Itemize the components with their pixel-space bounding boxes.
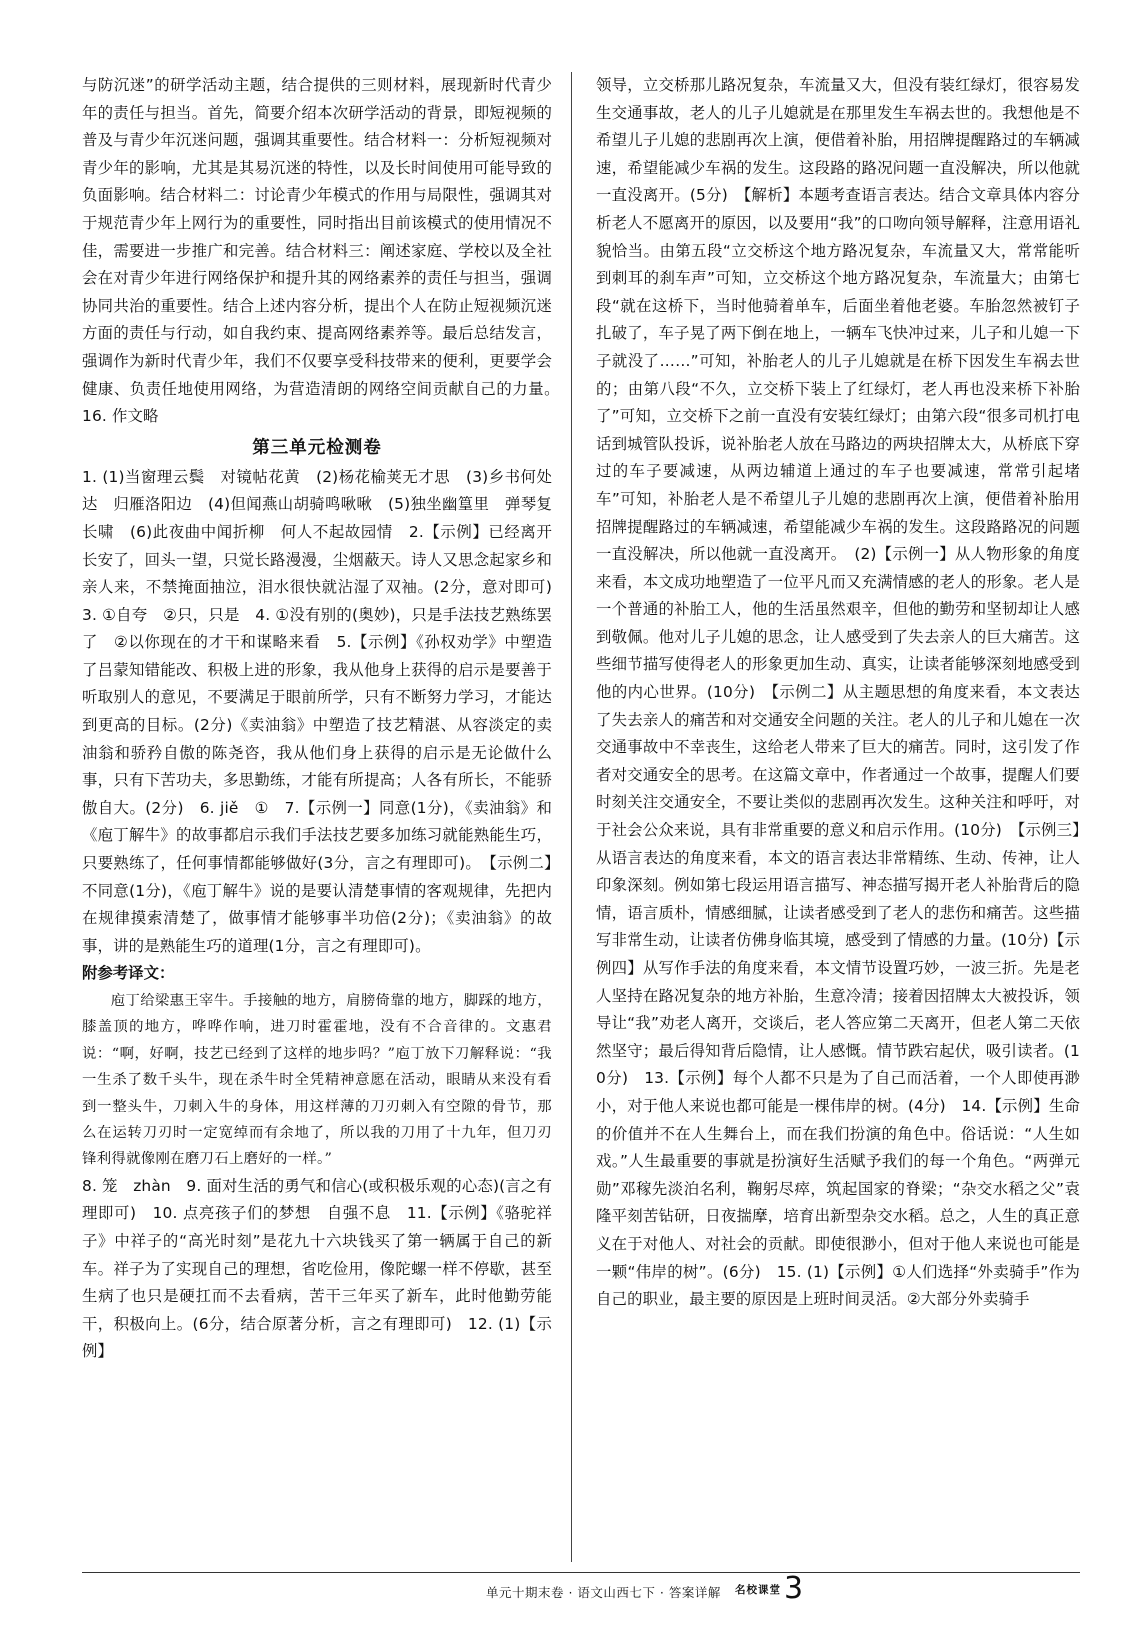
footer-rule [82,1572,1080,1573]
right-paragraph: 领导，立交桥那儿路况复杂，车流量又大，但没有装红绿灯，很容易发生交通事故，老人的儿子儿媳就是在那里发生车祸去世的。我想他是不希望儿子儿媳的悲剧再次上演，便借着补胎，用招牌提醒路过的车辆减速，希望能减少车祸的发生。这段路的路况问题一直没解决，所以他就一直没离开。(5分) 【解析】本题考查语言表达。结合文章具体内容分析老人不愿离开的原因，以及要用“我”的口吻向领导解释，注意用语礼貌恰当。由第五段“立交桥这个地方路况复杂，车流量又大，常常能听到刺耳的刹车声”可知，立交桥这个地方路况复杂，车流量大；由第七段“就在这桥下，当时他骑着单车，后面坐着他老婆。车胎忽然被钉子扎破了，车子晃了两下倒在地上，一辆车飞快冲过来，儿子和儿媳一下子就没了……”可知，补胎老人的儿子儿媳就是在桥下因发生车祸去世的；由第八段“不久，立交桥下装上了红绿灯，老人再也没来桥下补胎了”可知，立交桥下之前一直没有安装红绿灯；由第六段“很多司机打电话到城管队投诉，说补胎老人放在马路边的两块招牌太大，从桥底下穿过的车子要减速，从两边辅道上通过的车子也要减速，常常引起堵车”可知，补胎老人是不希望儿子儿媳的悲剧再次上演，便借着补胎用招牌提醒路过的车辆减速，希望能减少车祸的发生。这段路路况的问题一直没解决，所以他就一直没离开。 (2)【示例一】从人物形象的角度来看，本文成功地塑造了一位平凡而又充满情感的老人的形象。老人是一个普通的补胎工人，他的生活虽然艰辛，但他的勤劳和坚韧却让人感到敬佩。他对儿子儿媳的思念，让人感受到了失去亲人的巨大痛苦。这些细节描写使得老人的形象更加生动、真实，让读者能够深刻地感受到他的内心世界。(10分) 【示例二】从主题思想的角度来看，本文表达了失去亲人的痛苦和对交通安全问题的关注。老人的儿子和儿媳在一次交通事故中不幸丧生，这给老人带来了巨大的痛苦。同时，这引发了作者对交通安全的思考。在这篇文章中，作者通过一个故事，提醒人们要时刻关注交通安全，不要让类似的悲剧再次发生。这种关注和呼吁，对于社会公众来说，具有非常重要的意义和启示作用。(10分) 【示例三】从语言表达的角度来看，本文的语言表达非常精练、生动、传神，让人印象深刻。例如第七段运用语言描写、神态描写揭开老人补胎背后的隐情，语言质朴，情感细腻，让读者感受到了老人的悲伤和痛苦。这些描写非常生动，让读者仿佛身临其境，感受到了情感的力量。(10分)【示例四】从写作手法的角度来看，本文情节设置巧妙，一波三折。先是老人坚持在路况复杂的地方补胎，生意冷清；接着因招牌太大被投诉，领导让“我”劝老人离开，交谈后，老人答应第二天离开，但老人第二天依然坚守；最后得知背后隐情，让人感慨。情节跌宕起伏，吸引读者。(10分) 13.【示例】每个人都不只是为了自己而活着，一个人即使再渺小，对于他人来说也都可能是一棵伟岸的树。(4分) 14.【示例】生命的价值并不在人生舞台上，而在我们扮演的角色中。俗话说：“人生如戏。”人生最重要的事就是扮演好生活赋予我们的每一个角色。“两弹元勋”邓稼先淡泊名利，鞠躬尽瘁，筑起国家的脊梁；“杂交水稻之父”袁隆平刻苦钻研，日夜揣摩，培育出新型杂交水稻。总之，人生的真正意义在于对他人、对社会的贡献。即使很渺小，但对于他人来说也可能是一颗“伟岸的树”。(6分) 15. (1)【示例】①人们选择“外卖骑手”作为自己的职业，最主要的原因是上班时间灵活。②大部分外卖骑手 [596,76,1080,1309]
footer-logo: 名校课堂 [735,1584,781,1596]
answers-paragraph-2: 8. 笼 zhàn 9. 面对生活的勇气和信心(或积极乐观的心态)(言之有理即可) 10. 点亮孩子们的梦想 自强不息 11.【示例】《骆驼祥子》中祥子的“高光时刻”是花九十六块钱买了第一辆属于自己的新车。祥子为了实现自己的理想，省吃俭用，像陀螺一样不停歇，甚至生病了也只是硬扛而不去看病，苦干三年买了新车，此时他勤劳能干，积极向上。(6分，结合原著分析，言之有理即可) 12. (1)【示例】 [82,1176,552,1361]
page-footer [0,1571,1138,1615]
column-divider [571,72,572,1562]
right-column [596,72,1080,1314]
footer-text: 单元十期末卷 · 语文山西七下 · 答案详解 [486,1585,721,1600]
translation-heading: 附参考译文： [82,964,175,983]
left-column [82,72,568,1366]
translation-text: 庖丁给梁惠王宰牛。手接触的地方，肩膀倚靠的地方，脚踩的地方，膝盖顶的地方，哗哗作响，进刀时霍霍地，没有不合音律的。文惠君说：“啊，好啊，技艺已经到了这样的地步吗？”庖丁放下刀解释说：“我一生杀了数千头牛，现在杀牛时全凭精神意愿在活动，眼睛从来没有看到一整头牛，刀刺入牛的身体，用这样薄的刀刃刺入有空隙的骨节，那么在运转刀刃时一定宽绰而有余地了，所以我的刀用了十九年，但刀刃锋利得就像刚在磨刀石上磨好的一样。” [82,993,552,1168]
answers-paragraph: 1. (1)当窗理云鬓 对镜帖花黄 (2)杨花榆荚无才思 (3)乡书何处达 归雁洛阳边 (4)但闻燕山胡骑鸣啾啾 (5)独坐幽篁里 弹琴复长啸 (6)此夜曲中闻折柳 何人不起故园情 2.【示例】已经离开长安了，回头一望，只觉长路漫漫，尘烟蔽天。诗人又思念起家乡和亲人来，不禁掩面抽泣，泪水很快就沾湿了双袖。(2分，意对即可) 3. ①自夸 ②只，只是 4. ①没有别的(奥妙)，只是手法技艺熟练罢了 ②以你现在的才干和谋略来看 5.【示例】《孙权劝学》中塑造了吕蒙知错能改、积极上进的形象，我从他身上获得的启示是要善于听取别人的意见，不要满足于眼前所学，只有不断努力学习，才能达到更高的目标。(2分)《卖油翁》中塑造了技艺精湛、从容淡定的卖油翁和骄矜自傲的陈尧咨，我从他们身上获得的启示是无论做什么事，只有下苦功夫，多思勤练，才能有所提高；人各有所长，不能骄傲自大。(2分) 6. jiě ① 7.【示例一】同意(1分)，《卖油翁》和《庖丁解牛》的故事都启示我们手法技艺要多加练习就能熟能生巧，只要熟练了，任何事情都能够做好(3分，言之有理即可)。 【示例二】不同意(1分)，《庖丁解牛》说的是要认清楚事情的客观规律，先把内在规律摸索清楚了，做事情才能够事半功倍(2分)；《卖油翁》的故事，讲的是熟能生巧的道理(1分，言之有理即可)。 [82,467,568,955]
page-number: 3 [784,1571,804,1606]
section-title: 第三单元检测卷 [252,437,382,458]
intro-paragraph: 与防沉迷”的研学活动主题，结合提供的三则材料，展现新时代青少年的责任与担当。首先，简要介绍本次研学活动的背景，即短视频的普及与青少年沉迷问题，强调其重要性。结合材料一：分析短视频对青少年的影响，尤其是其易沉迷的特性，以及长时间使用可能导致的负面影响。结合材料二：讨论青少年模式的作用与局限性，强调其对于规范青少年上网行为的重要性，同时指出目前该模式的使用情况不佳，需要进一步推广和完善。结合材料三：阐述家庭、学校以及全社会在对青少年进行网络保护和提升其的网络素养的责任与担当，强调协同共治的重要性。结合上述内容分析，提出个人在防止短视频沉迷方面的责任与行动，如自我约束、提高网络素养等。最后总结发言，强调作为新时代青少年，我们不仅要享受科技带来的便利，更要学会健康、负责任地使用网络，为营造清朗的网络空间贡献自己的力量。 16. 作文略 [82,76,568,426]
